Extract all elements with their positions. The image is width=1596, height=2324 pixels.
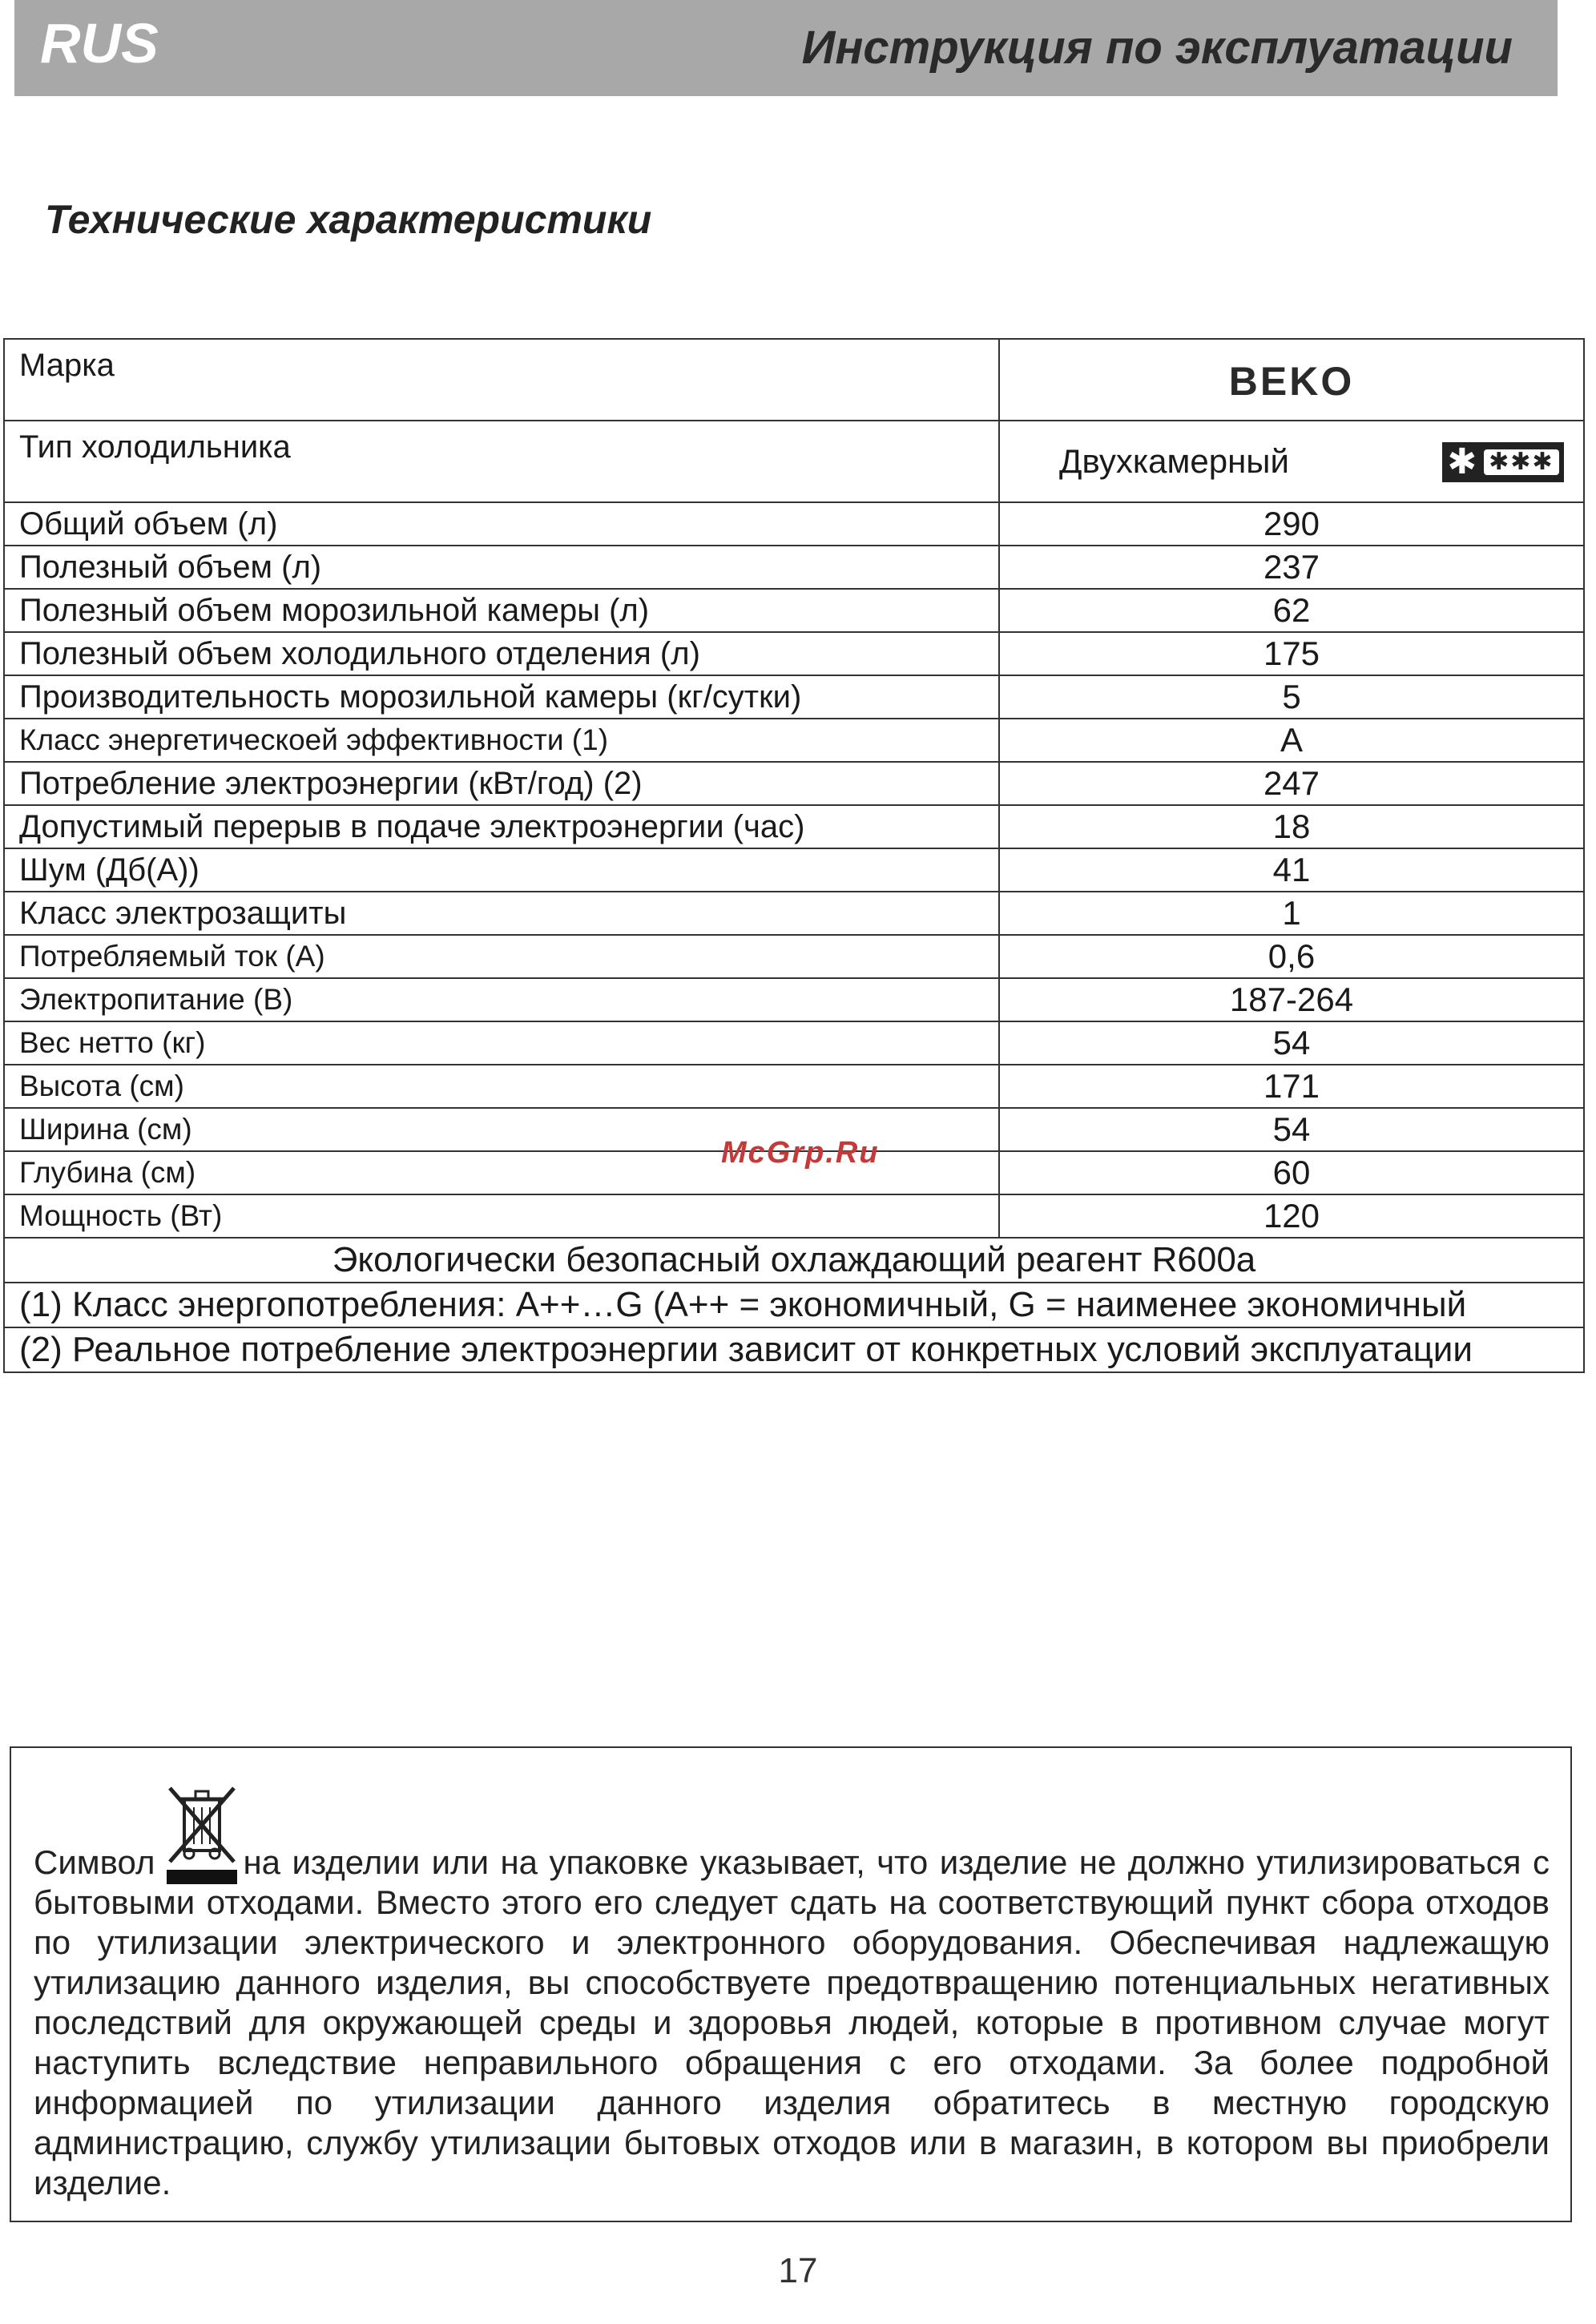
- spec-value: 41: [999, 848, 1584, 892]
- table-row: [4, 421, 1584, 502]
- table-row: [4, 1021, 1584, 1065]
- table-row: [4, 675, 1584, 719]
- table-row: [4, 502, 1584, 546]
- section-title: Технические характеристики: [45, 197, 652, 242]
- star-icon: ✱: [1447, 442, 1477, 481]
- table-row: [4, 339, 1584, 421]
- type-label: Тип холодильника: [4, 421, 999, 502]
- spec-label: Полезный объем (л): [4, 546, 999, 589]
- type-value-cell: [999, 421, 1584, 502]
- table-row: [4, 935, 1584, 978]
- spec-label: Шум (Дб(А)): [4, 848, 999, 892]
- table-row: [4, 546, 1584, 589]
- freezer-star-rating: [1442, 442, 1564, 482]
- spec-value: 1: [999, 892, 1584, 935]
- refrigerant-note: Экологически безопасный охлаждающий реагент R600a: [4, 1238, 1584, 1283]
- table-row: [4, 719, 1584, 762]
- spec-label: Мощность (Вт): [4, 1194, 999, 1238]
- spec-value: 0,6: [999, 935, 1584, 978]
- spec-value: 175: [999, 632, 1584, 675]
- table-row: [4, 589, 1584, 632]
- spec-label: Ширина (см): [4, 1108, 999, 1151]
- type-value: Двухкамерный: [1059, 442, 1289, 480]
- spec-label: Класс электрозащиты: [4, 892, 999, 935]
- specs-table: [3, 338, 1585, 1373]
- weee-notice: [10, 1746, 1572, 2222]
- document-title: Инструкция по эксплуатации: [801, 22, 1513, 74]
- table-row: [4, 1065, 1584, 1108]
- spec-label: Класс энергетическоей эффективности (1): [4, 719, 999, 762]
- table-row: [4, 762, 1584, 805]
- spec-label: Потребляемый ток (А): [4, 935, 999, 978]
- footnote-2: (2) Реальное потребление электроэнергии зависит от конкретных условий эксплуатации: [4, 1327, 1584, 1372]
- spec-label: Электропитание (В): [4, 978, 999, 1021]
- brand-value: [999, 339, 1584, 421]
- table-row: [4, 632, 1584, 675]
- three-star-icon: ✱✱✱: [1484, 449, 1558, 475]
- spec-value: 54: [999, 1021, 1584, 1065]
- table-row: [4, 805, 1584, 848]
- symbol-word: Символ: [34, 1843, 155, 1881]
- brand-label: Марка: [4, 339, 999, 421]
- table-row: [4, 1238, 1584, 1283]
- spec-label: Глубина (см): [4, 1151, 999, 1194]
- spec-value: 18: [999, 805, 1584, 848]
- page-number: 17: [778, 2251, 818, 2290]
- spec-value: 237: [999, 546, 1584, 589]
- spec-value: 247: [999, 762, 1584, 805]
- spec-label: Производительность морозильной камеры (кг/сутки): [4, 675, 999, 719]
- spec-value: 171: [999, 1065, 1584, 1108]
- table-row: [4, 1327, 1584, 1372]
- spec-value: 5: [999, 675, 1584, 719]
- bin-icon-placeholder: [155, 1866, 243, 1874]
- table-row: [4, 978, 1584, 1021]
- table-row: [4, 848, 1584, 892]
- table-row: [4, 1194, 1584, 1238]
- spec-value: 290: [999, 502, 1584, 546]
- spec-value: 60: [999, 1151, 1584, 1194]
- footnote-1: (1) Класс энергопотребления: A++…G (A++ = экономичный, G = наименее экономичный: [4, 1283, 1584, 1327]
- spec-value: 120: [999, 1194, 1584, 1238]
- table-row: [4, 1283, 1584, 1327]
- spec-label: Высота (см): [4, 1065, 999, 1108]
- beko-logo: [1211, 361, 1372, 401]
- page-header: [14, 0, 1558, 96]
- spec-label: Допустимый перерыв в подаче электроэнергии (час): [4, 805, 999, 848]
- spec-value: 187-264: [999, 978, 1584, 1021]
- spec-value: A: [999, 719, 1584, 762]
- spec-label: Вес нетто (кг): [4, 1021, 999, 1065]
- spec-label: Общий объем (л): [4, 502, 999, 546]
- spec-value: 62: [999, 589, 1584, 632]
- beko-logo-text: BEKO: [1228, 360, 1355, 401]
- spec-label: Потребление электроэнергии (кВт/год) (2): [4, 762, 999, 805]
- spec-label: Полезный объем морозильной камеры (л): [4, 589, 999, 632]
- notice-body: на изделии или на упаковке указывает, что изделие не должно утилизироваться с бытовыми отходами. Вместо этого его следует сдать на соответствующий пункт сбора отходов по утилизации электрического и электронного оборудования. Обеспечивая надлежащую утилизацию данного изделия, вы способствуете предотвращению потенциальных негативных последствий для окружающей среды и здоровья людей, которые в противном случае могут наступить вследствие неправильного обращения с его отходами. За более подробной информацией по утилизации данного изделия обратитесь в местную городскую администрацию, службу утилизации бытовых отходов или в магазин, в котором вы приобрели изделие.: [34, 1843, 1550, 2201]
- spec-label: Полезный объем холодильного отделения (л): [4, 632, 999, 675]
- table-row: [4, 892, 1584, 935]
- weee-notice-text: [34, 1843, 1550, 2203]
- spec-value: 54: [999, 1108, 1584, 1151]
- language-code: RUS: [40, 12, 159, 75]
- watermark: McGrp.Ru: [721, 1136, 880, 1170]
